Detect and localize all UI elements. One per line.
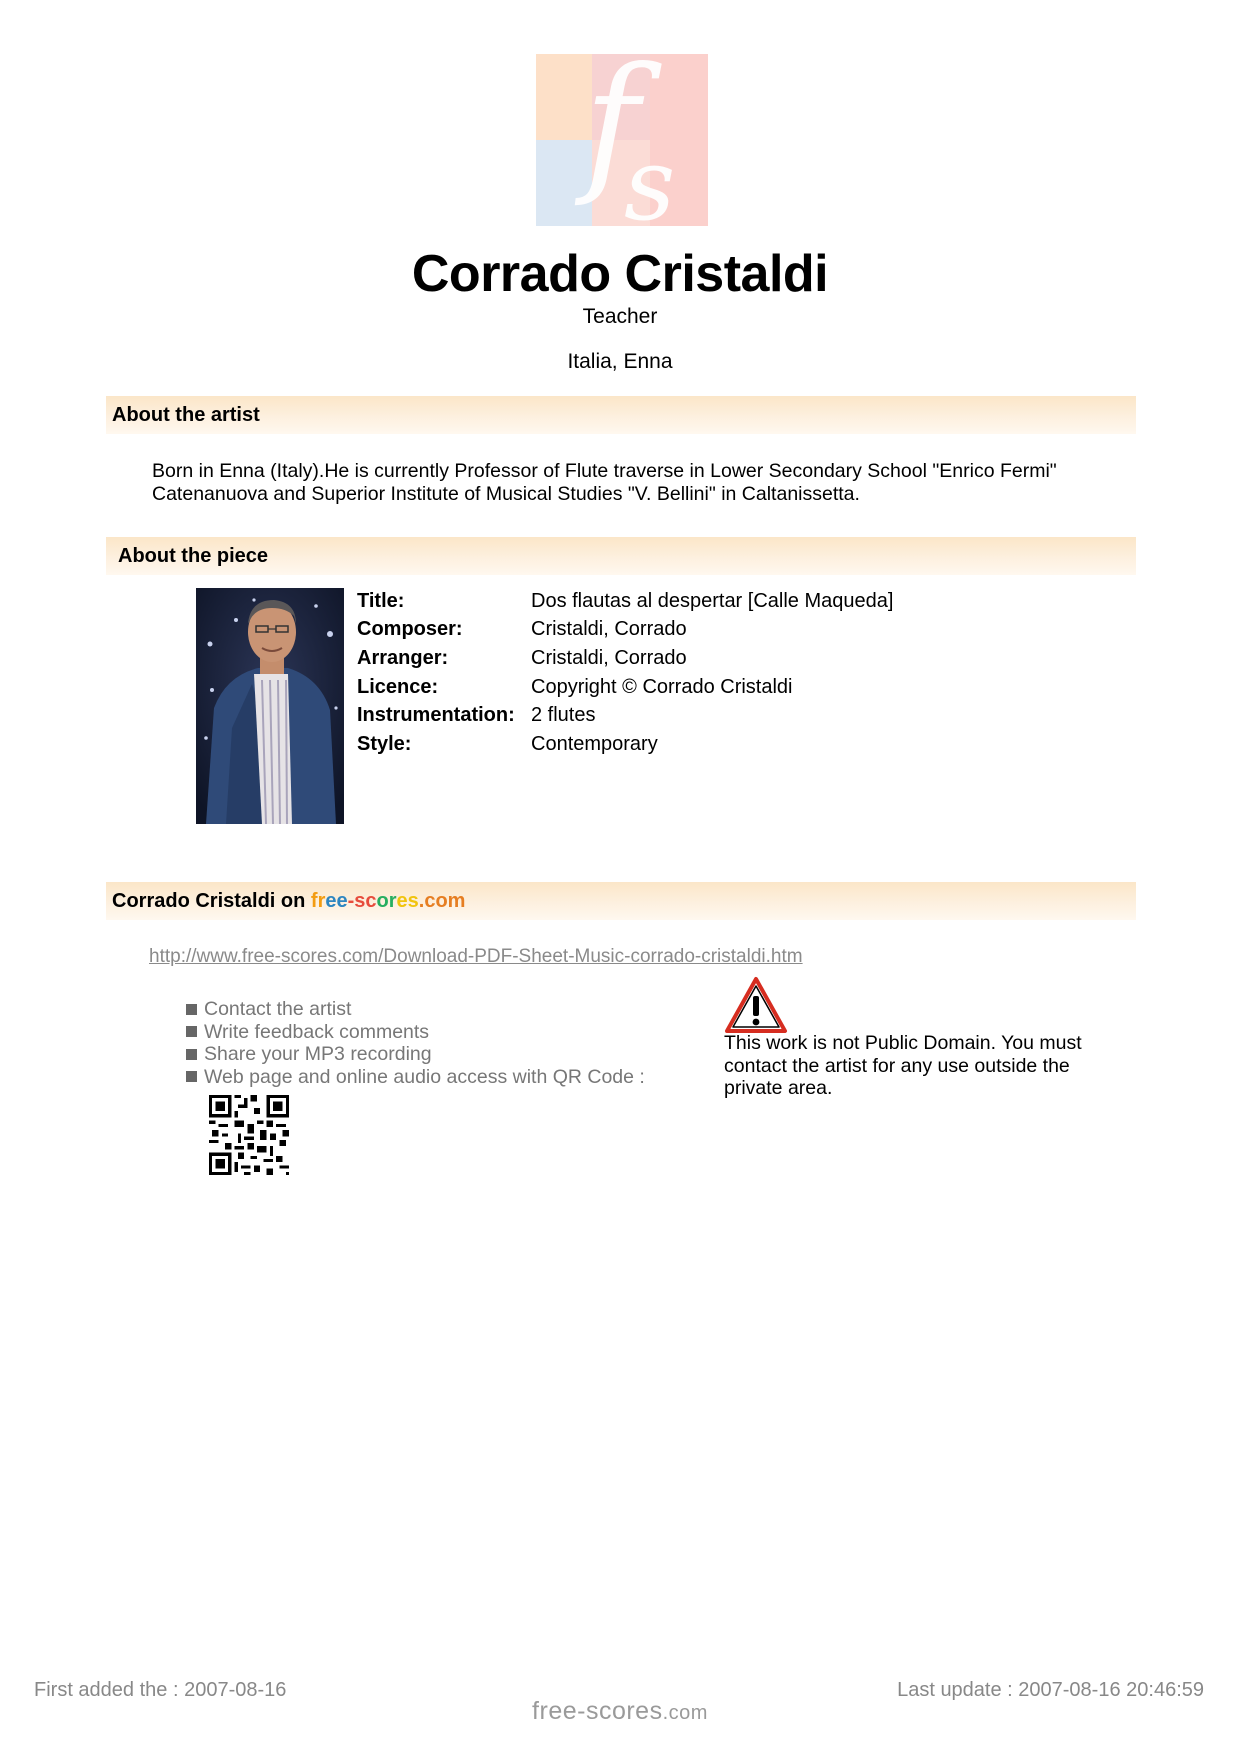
piece-row-style [357, 730, 893, 759]
artist-location: Italia, Enna [567, 350, 673, 373]
piece-row-title [357, 587, 893, 616]
brand-part: - [347, 890, 355, 912]
piece-label: Composer: [357, 618, 463, 641]
link-share-mp3[interactable] [186, 1043, 645, 1066]
piece-row-licence [357, 673, 893, 702]
link-contact-artist[interactable] [186, 998, 645, 1021]
square-bullet-icon [186, 1004, 197, 1015]
free-scores-logo [536, 54, 708, 226]
artist-bio: Born in Enna (Italy).He is currently Professor of Flute traverse in Lower Secondary School "Enrico Fermi" Catenanuova and Superior Institute of Musical Studies "V. Bellini" in Caltanissetta. [152, 460, 1057, 505]
section-artist-on-free-scores [106, 882, 1136, 920]
piece-value: Copyright © Corrado Cristaldi [531, 675, 793, 698]
section-links-prefix: Corrado Cristaldi on [112, 890, 311, 912]
piece-details [357, 587, 893, 759]
piece-label: Style: [357, 732, 412, 755]
piece-value: Cristaldi, Corrado [531, 646, 687, 669]
square-bullet-icon [186, 1071, 197, 1082]
brand-part: sc [354, 890, 377, 912]
piece-value: Dos flautas al despertar [Calle Maqueda] [531, 589, 894, 612]
artist-page-link[interactable]: http://www.free-scores.com/Download-PDF-Sheet-Music-corrado-cristaldi.htm [149, 946, 803, 967]
footer-brand-main: free-scores [532, 1697, 663, 1725]
artist-photo [196, 588, 344, 824]
warning-triangle-icon [724, 976, 788, 1034]
square-bullet-icon [186, 1026, 197, 1037]
piece-label: Title: [357, 589, 405, 612]
brand-part: es [396, 890, 419, 912]
piece-row-arranger [357, 644, 893, 673]
piece-value: Contemporary [531, 732, 658, 755]
brand-part: fr [310, 890, 326, 912]
piece-label: Arranger: [357, 646, 449, 669]
copyright-warning: This work is not Public Domain. You must contact the artist for any use outside the private area. [724, 1032, 1082, 1099]
artist-name: Corrado Cristaldi [411, 245, 829, 303]
piece-label: Instrumentation: [357, 704, 515, 727]
link-label: Web page and online audio access with QR Code : [204, 1065, 645, 1088]
piece-value: 2 flutes [531, 704, 596, 727]
brand-part: or [376, 890, 397, 912]
link-qr-code-access[interactable] [186, 1066, 645, 1089]
svg-text:s: s [624, 126, 676, 226]
brand-part: ee [325, 890, 348, 912]
qr-code[interactable] [209, 1095, 289, 1175]
section-about-artist: About the artist [106, 396, 1136, 434]
link-label: Share your MP3 recording [204, 1043, 432, 1065]
link-label: Write feedback comments [204, 1020, 430, 1043]
footer-brand-domain: .com [662, 1702, 708, 1724]
piece-label: Licence: [357, 675, 439, 698]
square-bullet-icon [186, 1049, 197, 1060]
brand-part: .com [418, 890, 466, 912]
artist-links-list [186, 998, 645, 1088]
artist-role: Teacher [582, 305, 658, 328]
section-about-piece: About the piece [106, 537, 1136, 575]
first-added-date: First added the : 2007-08-16 [34, 1679, 287, 1701]
last-update-date: Last update : 2007-08-16 20:46:59 [897, 1679, 1204, 1701]
svg-text:f: f [584, 54, 640, 210]
piece-value: Cristaldi, Corrado [531, 618, 687, 641]
piece-row-instrumentation [357, 701, 893, 730]
link-label: Contact the artist [204, 998, 352, 1020]
piece-row-composer [357, 616, 893, 645]
link-write-feedback[interactable] [186, 1021, 645, 1044]
